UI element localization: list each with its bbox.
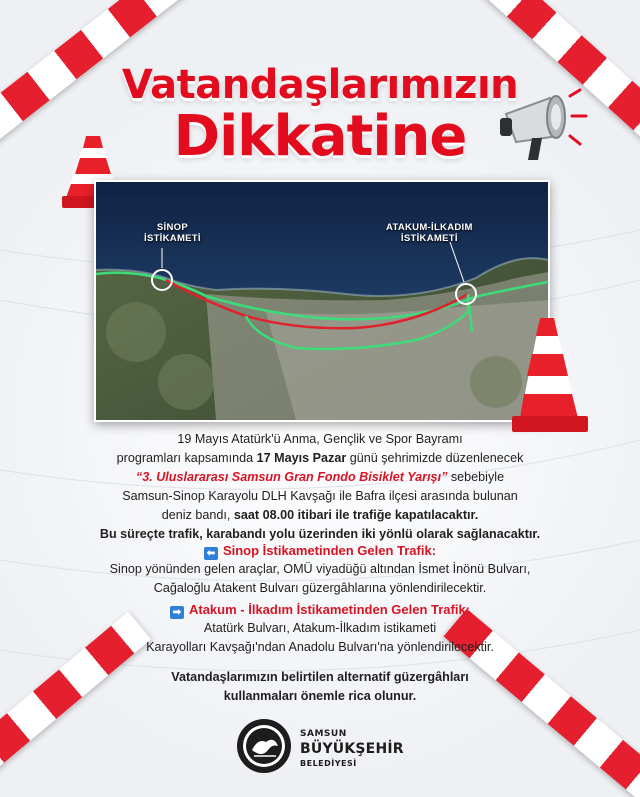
route-map — [94, 180, 550, 422]
intro-paragraph — [40, 430, 600, 544]
intro-line-2-text: programları kapsamında — [116, 451, 257, 465]
intro-line-1: 19 Mayıs Atatürk'ü Anma, Gençlik ve Spor Bayramı — [177, 432, 463, 446]
map-label-sinop — [144, 222, 201, 244]
closing-message — [40, 668, 600, 706]
intro-line-5-text: deniz bandı, — [161, 508, 234, 522]
logo-line-3: BELEDİYESİ — [300, 759, 357, 768]
intro-line-3 — [40, 468, 600, 487]
intro-line-2-end: günü şehrimizde düzenlenecek — [346, 451, 524, 465]
intro-line-6: Bu süreçte trafik, karabandı yolu üzerinden iki yönlü olarak sağlanacaktır. — [99, 527, 541, 541]
closing-line-2: kullanmaları önemle rica olunur. — [223, 689, 417, 703]
sinop-heading-text: Sinop İstikametinden Gelen Trafik: — [222, 543, 437, 558]
map-label-atakum-line-2: İSTİKAMETİ — [400, 233, 458, 244]
atakum-heading-text: Atakum - İlkadım İstikametinden Gelen Trafik: — [188, 602, 471, 617]
sinop-section — [40, 541, 600, 598]
map-label-atakum-line-1: ATAKUM-İLKADIM — [386, 222, 473, 233]
municipality-seal-icon — [236, 718, 292, 774]
map-label-sinop-line-1: SİNOP — [156, 222, 188, 233]
closure-time: saat 08.00 itibari ile trafiğe kapatılacaktır. — [233, 508, 479, 522]
title-line-2: Dikkatine — [173, 104, 467, 169]
atakum-line-1: Atatürk Bulvarı, Atakum-İlkadım istikameti — [203, 621, 437, 635]
atakum-heading — [40, 600, 600, 619]
right-arrow-icon: ➡ — [170, 606, 184, 619]
logo-line-2: BÜYÜKŞEHİR — [300, 741, 404, 757]
sinop-heading — [40, 541, 600, 560]
atakum-section — [40, 600, 600, 657]
title-line-1: Vatandaşlarımızın — [121, 62, 519, 108]
intro-date: 17 Mayıs Pazar — [256, 451, 347, 465]
sinop-line-1: Sinop yönünden gelen araçlar, OMÜ viyadüğü altından İsmet İnönü Bulvarı, — [109, 562, 531, 576]
municipality-name — [300, 728, 404, 770]
intro-line-5 — [40, 506, 600, 525]
event-name: “3. Uluslararası Samsun Gran Fondo Bisiklet Yarışı” — [135, 470, 448, 484]
megaphone-icon — [498, 86, 588, 166]
map-label-sinop-line-2: İSTİKAMETİ — [144, 233, 201, 244]
satellite-map-image — [96, 182, 548, 420]
intro-line-3-end: sebebiyle — [447, 470, 505, 484]
atakum-line-2: Karayolları Kavşağı'ndan Anadolu Bulvarı'na yönlendirilecektir. — [146, 640, 494, 654]
logo-line-1: SAMSUN — [300, 729, 347, 739]
sinop-line-2: Cağaloğlu Atakent Bulvarı güzergâhlarına yönlendirilecektir. — [153, 581, 487, 595]
traffic-cone-icon — [512, 314, 588, 438]
closing-line-1: Vatandaşlarımızın belirtilen alternatif güzergâhları — [171, 670, 469, 684]
intro-line-2 — [40, 449, 600, 468]
left-arrow-icon: ⬅ — [204, 547, 218, 560]
map-label-atakum — [386, 222, 473, 244]
intro-line-4: Samsun-Sinop Karayolu DLH Kavşağı ile Bafra ilçesi arasında bulunan — [122, 489, 518, 503]
